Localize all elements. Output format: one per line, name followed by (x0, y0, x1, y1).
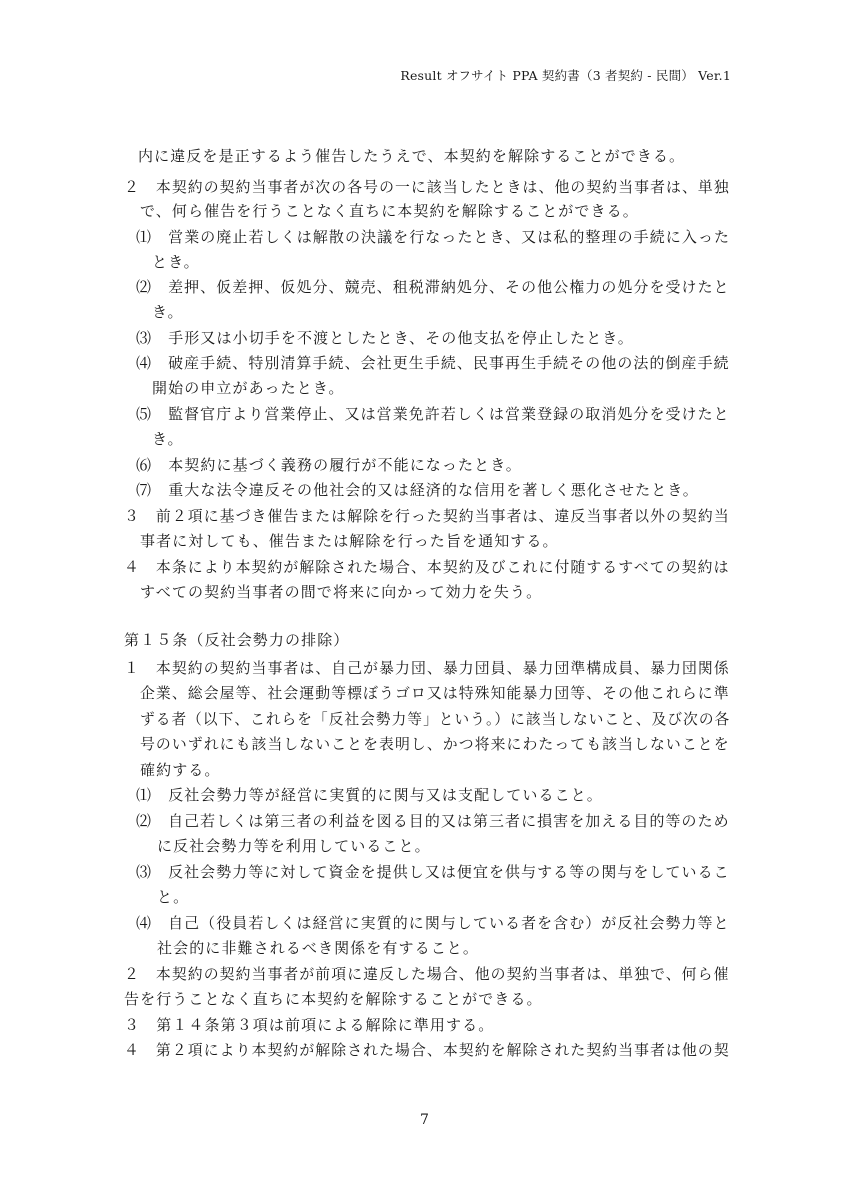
text-line: ２ 本契約の契約当事者が次の各号の一に該当したときは、他の契約当事者は、単独 (124, 178, 730, 196)
text-line: ずる者（以下、これらを「反社会勢力等」という。）に該当しないこと、及び次の各 (140, 710, 731, 728)
text-line: に反社会勢力等を利用していること。 (157, 837, 431, 855)
text-line: ⑺ 重大な法令違反その他社会的又は経済的な信用を著しく悪化させたとき。 (136, 481, 699, 499)
page-number: 7 (420, 1112, 429, 1128)
text-line: ⑴ 営業の廃止若しくは解散の決議を行なったとき、又は私的整理の手続に入った (136, 228, 731, 246)
text-line: き。 (152, 430, 184, 448)
text-line: ⑴ 反社会勢力等が経営に実質的に関与又は支配していること。 (136, 786, 603, 804)
text-line: ⑶ 手形又は小切手を不渡としたとき、その他支払を停止したとき。 (136, 329, 634, 347)
text-line: ⑷ 自己（役員若しくは経営に実質的に関与している者を含む）が反社会勢力等と (136, 914, 730, 932)
text-line: と。 (157, 888, 190, 906)
text-line: 企業、総会屋等、社会運動等標ぼうゴロ又は特殊知能暴力団等、その他これらに準 (140, 684, 730, 702)
text-line: ３ 第１４条第３項は前項による解除に準用する。 (124, 1016, 495, 1034)
text-line: ４ 本条により本契約が解除された場合、本契約及びこれに付随するすべての契約は (124, 558, 730, 576)
text-line: き。 (152, 303, 184, 321)
text-line: ⑵ 差押、仮差押、仮処分、競売、租税滞納処分、その他公権力の処分を受けたと (136, 278, 730, 296)
text-line: ⑵ 自己若しくは第三者の利益を図る目的又は第三者に損害を加える目的等のため (136, 812, 730, 830)
text-line: ⑸ 監督官庁より営業停止、又は営業免許若しくは営業登録の取消処分を受けたと (136, 405, 730, 423)
text-line: 事者に対しても、催告または解除を行った旨を通知する。 (140, 532, 559, 550)
text-line: で、何ら催告を行うことなく直ちに本契約を解除することができる。 (140, 202, 639, 220)
text-line: 内に違反を是正するよう催告したうえで、本契約を解除することができる。 (138, 147, 686, 165)
text-line: ２ 本契約の契約当事者が前項に違反した場合、他の契約当事者は、単独で、何ら催 (124, 965, 730, 983)
text-line: １ 本契約の契約当事者は、自己が暴力団、暴力団員、暴力団準構成員、暴力団関係 (124, 659, 730, 677)
text-line: ４ 第２項により本契約が解除された場合、本契約を解除された契約当事者は他の契 (124, 1041, 730, 1059)
text-line: ⑷ 破産手続、特別清算手続、会社更生手続、民事再生手続その他の法的倒産手続 (136, 354, 730, 372)
running-header: Result オフサイト PPA 契約書（3 者契約 - 民間） Ver.1 (400, 68, 731, 83)
text-line: 告を行うことなく直ちに本契約を解除することができる。 (124, 990, 543, 1008)
text-line: ３ 前２項に基づき催告または解除を行った契約当事者は、違反当事者以外の契約当 (124, 507, 730, 525)
text-line: 開始の申立があったとき。 (152, 379, 345, 397)
text-line: ⑶ 反社会勢力等に対して資金を提供し又は便宜を供与する等の関与をしているこ (136, 863, 730, 881)
section-heading: 第１５条（反社会勢力の排除） (124, 631, 350, 649)
text-line: 社会的に非難されるべき関係を有すること。 (157, 939, 480, 957)
text-line: すべての契約当事者の間で将来に向かって効力を失う。 (140, 583, 543, 601)
text-line: ⑹ 本契約に基づく義務の履行が不能になったとき。 (136, 456, 522, 474)
text-line: 確約する。 (140, 761, 221, 779)
text-line: とき。 (152, 253, 200, 271)
text-line: 号のいずれにも該当しないことを表明し、かつ将来にわたっても該当しないことを (140, 735, 730, 753)
